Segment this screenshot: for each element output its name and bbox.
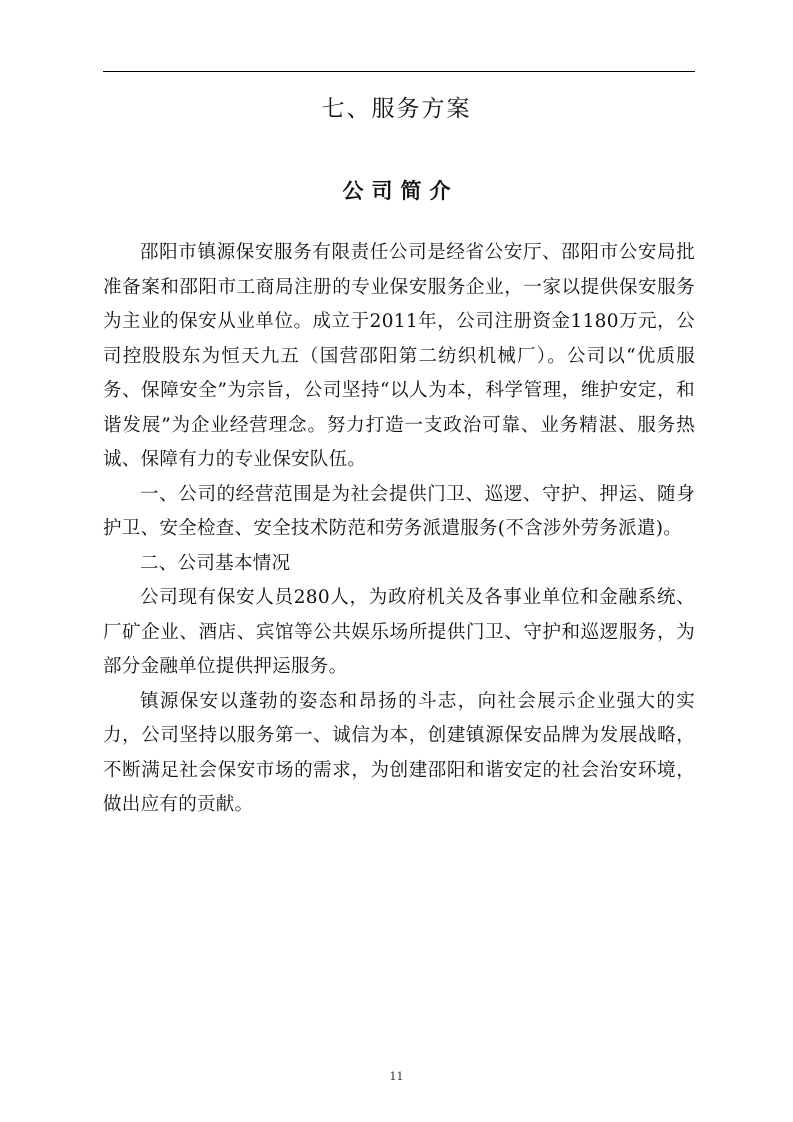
section-title: 公司简介 (342, 178, 459, 203)
document-body (103, 236, 695, 823)
paragraph-mission: 镇源保安以蓬勃的姿态和昂扬的斗志，向社会展示企业强大的实力，公司坚持以服务第一、诚信为本，创建镇源保安品牌为发展战略，不断满足社会保安市场的需求，为创建邵阳和谐安定的社会治安环境，做出应有的贡献。 (103, 690, 695, 815)
paragraph-company-intro: 邵阳市镇源保安服务有限责任公司是经省公安厅、邵阳市公安局批准备案和邵阳市工商局注册的专业保安服务企业，一家以提供保安服务为主业的保安从业单位。成立于2011年，公司注册资金1180万元，公司控股股东为恒天九五（国营邵阳第二纺织机械厂）。公司以“优质服务、保障安全”为宗旨，公司坚持“以人为本，科学管理，维护安定，和谐发展”为企业经营理念。努力打造一支政治可靠、业务精湛、服务热诚、保障有力的专业保安队伍。 (103, 242, 695, 470)
header-rule (103, 71, 695, 72)
paragraph-basic-info-heading: 二、公司基本情况 (140, 552, 291, 574)
chapter-title: 七、服务方案 (321, 96, 472, 122)
paragraph-business-scope: 一、公司的经营范围是为社会提供门卫、巡逻、守护、押运、随身护卫、安全检查、安全技术防范和劳务派遣服务(不含涉外劳务派遣)。 (103, 483, 695, 539)
paragraph-staff-services: 公司现有保安人员280人，为政府机关及各事业单位和金融系统、厂矿企业、酒店、宾馆等公共娱乐场所提供门卫、守护和巡逻服务，为部分金融单位提供押运服务。 (103, 587, 695, 677)
page-number: 11 (389, 1070, 404, 1083)
